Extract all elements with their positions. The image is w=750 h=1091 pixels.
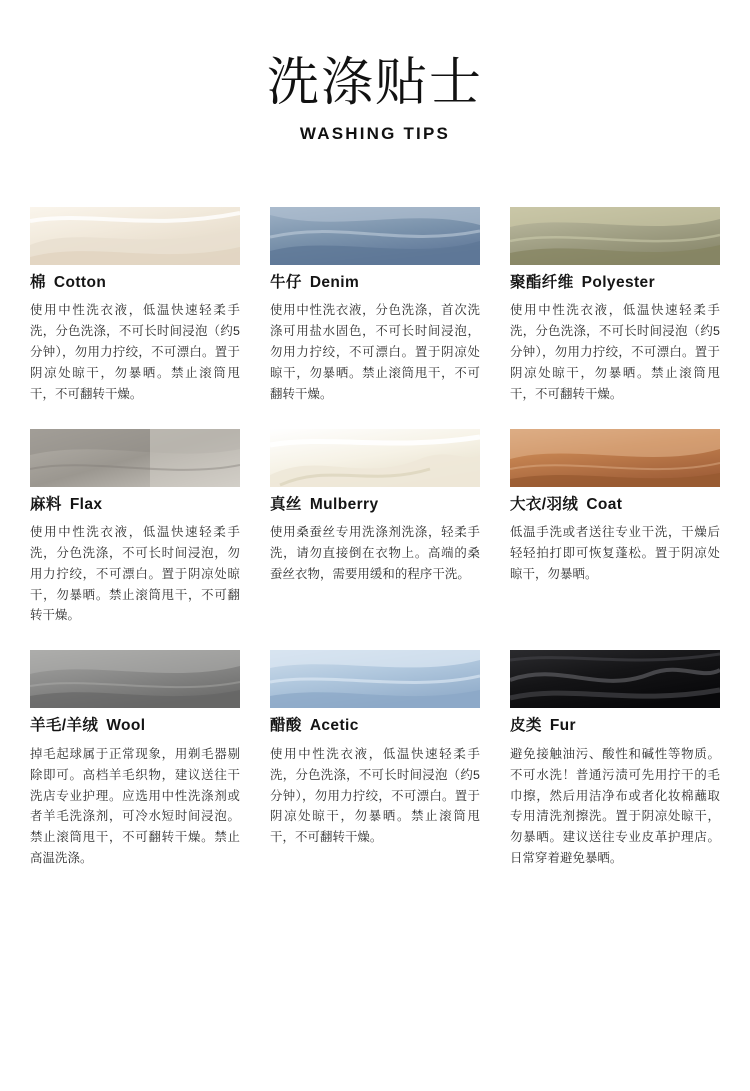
care-card-acetic <box>270 650 480 869</box>
card-title-en: Cotton <box>53 273 107 291</box>
fabric-swatch-polyester <box>510 207 720 265</box>
card-title-en: Denim <box>309 273 360 291</box>
card-title-coat <box>510 496 720 515</box>
card-body-acetic: 使用中性洗衣液，低温快速轻柔手洗，分色洗涤，不可长时间浸泡（约5分钟），勿用力拧绞，不可漂白。置于阴凉处晾干，勿暴晒。禁止滚筒甩干，不可翻转干燥。 <box>270 746 480 845</box>
coat-texture-icon <box>510 429 720 487</box>
care-card-fur <box>510 650 720 869</box>
card-title-acetic <box>270 717 480 736</box>
card-title-polyester <box>510 274 720 293</box>
card-title-cn: 聚酯纤维 <box>510 273 574 291</box>
care-card-mulberry <box>270 429 480 627</box>
card-title-cn: 牛仔 <box>270 273 302 291</box>
care-card-polyester <box>510 207 720 405</box>
card-title-mulberry <box>270 496 480 515</box>
fabric-swatch-mulberry <box>270 429 480 487</box>
card-body-fur: 避免接触油污、酸性和碱性等物质。不可水洗！普通污渍可先用拧干的毛巾擦，然后用洁净布或者化妆棉蘸取专用清洗剂擦洗。置于阴凉处晾干，勿暴晒。建议送往专业皮革护理店。日常穿着避免暴晒。 <box>510 746 720 865</box>
denim-texture-icon <box>270 207 480 265</box>
cotton-texture-icon <box>30 207 240 265</box>
card-title-en: Fur <box>549 717 576 735</box>
card-title-en: Flax <box>69 495 103 513</box>
fabric-swatch-fur <box>510 650 720 708</box>
card-title-en: Polyester <box>581 273 655 291</box>
fabric-swatch-cotton <box>30 207 240 265</box>
acetic-texture-icon <box>270 650 480 708</box>
card-title-cn: 羊毛/羊绒 <box>30 717 99 735</box>
page-subtitle: WASHING TIPS <box>299 123 451 143</box>
card-title-cn: 真丝 <box>270 495 302 513</box>
card-title-denim <box>270 274 480 293</box>
card-title-cn: 醋酸 <box>270 717 302 735</box>
care-card-cotton <box>30 207 240 405</box>
card-title-flax <box>30 496 240 515</box>
card-body-wool: 掉毛起球属于正常现象，用剃毛器剔除即可。高档羊毛织物，建议送往干洗店专业护理。应选用中性洗涤剂或者羊毛洗涤剂，可冷水短时间浸泡。禁止滚筒甩干，不可翻转干燥。禁止高温洗涤。 <box>30 746 240 865</box>
fabric-swatch-denim <box>270 207 480 265</box>
card-title-cn: 麻料 <box>30 495 62 513</box>
card-title-en: Coat <box>586 495 623 513</box>
silk-texture-icon <box>270 429 480 487</box>
care-card-flax <box>30 429 240 627</box>
page-title: 洗涤贴士 <box>266 54 483 112</box>
card-title-en: Acetic <box>309 717 359 735</box>
fabric-swatch-coat <box>510 429 720 487</box>
care-card-coat <box>510 429 720 627</box>
wool-texture-icon <box>30 650 240 708</box>
card-title-cn: 皮类 <box>510 717 542 735</box>
fabric-swatch-acetic <box>270 650 480 708</box>
fabric-swatch-wool <box>30 650 240 708</box>
polyester-texture-icon <box>510 207 720 265</box>
card-body-denim: 使用中性洗衣液，分色洗涤，首次洗涤可用盐水固色，不可长时间浸泡，勿用力拧绞，不可漂白。置于阴凉处晾干，勿暴晒。禁止滚筒甩干，不可翻转干燥。 <box>270 303 480 401</box>
care-card-denim <box>270 207 480 405</box>
fur-texture-icon <box>510 650 720 708</box>
care-card-wool <box>30 650 240 869</box>
card-title-cn: 大衣/羽绒 <box>510 495 579 513</box>
card-title-fur <box>510 717 720 736</box>
card-title-en: Wool <box>106 717 146 735</box>
fabric-care-grid <box>30 144 720 893</box>
card-body-flax: 使用中性洗衣液，低温快速轻柔手洗，分色洗涤，不可长时间浸泡，勿用力拧绞，不可漂白。置于阴凉处晾干，勿暴晒。禁止滚筒甩干，不可翻转干燥。 <box>30 525 240 623</box>
card-title-cotton <box>30 274 240 293</box>
card-title-cn: 棉 <box>30 273 46 291</box>
fabric-swatch-flax <box>30 429 240 487</box>
page-header <box>0 0 750 144</box>
card-body-cotton: 使用中性洗衣液，低温快速轻柔手洗，分色洗涤，不可长时间浸泡（约5分钟），勿用力拧绞，不可漂白。置于阴凉处晾干，勿暴晒。禁止滚筒甩干，不可翻转干燥。 <box>30 303 240 401</box>
card-title-wool <box>30 717 240 736</box>
flax-texture-icon <box>30 429 240 487</box>
card-title-en: Mulberry <box>309 495 379 513</box>
card-body-polyester: 使用中性洗衣液，低温快速轻柔手洗，分色洗涤，不可长时间浸泡（约5分钟），勿用力拧绞，不可漂白。置于阴凉处晾干，勿暴晒。禁止滚筒甩干，不可翻转干燥。 <box>510 303 720 401</box>
card-body-coat: 低温手洗或者送往专业干洗，干燥后轻轻拍打即可恢复蓬松。置于阴凉处晾干，勿暴晒。 <box>510 525 720 581</box>
card-body-mulberry: 使用桑蚕丝专用洗涤剂洗涤，轻柔手洗，请勿直接倒在衣物上。高端的桑蚕丝衣物，需要用缓和的程序干洗。 <box>270 525 480 581</box>
